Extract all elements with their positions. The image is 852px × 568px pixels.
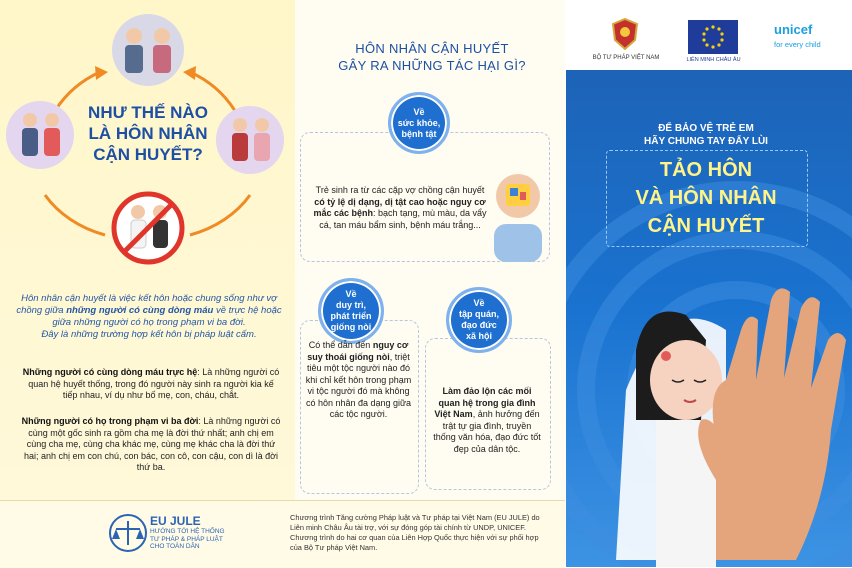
cover-title: TẢO HÔN VÀ HÔN NHÂN CẬN HUYẾT [635, 159, 777, 237]
footer-text: Chương trình Tăng cường Pháp luật và Tư pháp tại Việt Nam (EU JULE) do Liên minh Châu Âu tài trợ, với sự đóng góp tài chính từ UNDP, UNICEF. Chương trình do hai cơ quan của Liên Hợp Quốc thực hiện với sự phối hợp của Bộ Tư pháp Việt Nam. [290, 513, 540, 552]
eu-label: LIÊN MINH CHÂU ÂU [686, 57, 741, 63]
harm-health-text: Trẻ sinh ra từ các cặp vợ chồng cận huyết có tỷ lệ dị dạng, dị tật cao hoặc nguy cơ mắc các bệnh: bạch tạng, mù màu, da vẩy cá, tan máu bẩm sinh, bệnh máu trắng... [313, 185, 487, 230]
intro-title: NHƯ THẾ NÀO LÀ HÔN NHÂN CẬN HUYẾT? [88, 103, 208, 164]
harm-health-bubble: Về sức khỏe, bệnh tật [388, 92, 450, 154]
footer [0, 500, 565, 568]
child-illustration [488, 166, 550, 262]
eu-jule-title: EU JULE [150, 514, 201, 528]
unicef-tagline: for every child [774, 40, 821, 49]
harm-custom-bubble: Về tập quán, đạo đức xã hội [446, 287, 512, 353]
harm-race-text: Có thể dẫn đến nguy cơ suy thoái giống nòi, triệt tiêu một tộc người nào đó khi chỉ kết hôn trong phạm vi tộc người đó mà không có hôn nhân đa dạng giữa các tộc người. [305, 340, 412, 419]
intro-definition: Hôn nhân cận huyết là việc kết hôn hoặc chung sống như vợ chồng giữa những người có cùng dòng máu về trực hệ hoặc giữa những người có họ trong phạm vi ba đời. Đây là những trường hợp kết hôn bị pháp luật cấm. [16, 293, 282, 340]
definition-direct-line: Những người có cùng dòng máu trực hệ: Là những người có quan hệ huyết thống, trong đó người này sinh ra người kia kế tiếp nhau, ví dụ như bố mẹ, con, cháu, chắt. [22, 367, 280, 400]
eu-jule-logo-icon [108, 513, 148, 553]
moj-emblem-icon [612, 18, 638, 50]
harms-question: HÔN NHÂN CẬN HUYẾT GÂY RA NHỮNG TÁC HẠI GÌ? [338, 41, 526, 73]
unicef-logo: unicef [774, 22, 813, 37]
eu-jule-subtitle: HƯỚNG TỚI HỆ THỐNG TƯ PHÁP & PHÁP LUẬT CHO TOÀN DÂN [150, 528, 225, 550]
moj-label: BỘ TƯ PHÁP VIỆT NAM [592, 55, 660, 61]
panel-cover [566, 0, 852, 567]
bride-stop-hand-illustration [606, 270, 852, 567]
harm-race-bubble: Về duy trì, phát triển giống nòi [318, 278, 384, 344]
definition-three-generations: Những người có họ trong phạm vi ba đời: Là những người có cùng một gốc sinh ra gồm cha mẹ là đời thứ nhất; anh chị em cùng cha mẹ, cùng cha khác mẹ, cùng mẹ khác cha là đời thứ hai; anh chị em con chú, con bác, con cô, con cậu, con dì là đời thứ ba. [21, 416, 281, 472]
cover-slogan: ĐỂ BẢO VỆ TRẺ EM HÃY CHUNG TAY ĐẨY LÙI [644, 123, 768, 147]
harm-custom-text: Làm đảo lộn các mối quan hệ trong gia đình Việt Nam, ảnh hưởng đến trật tự gia đình, truyền thống văn hóa, đạo đức tốt đẹp của dân tộc. [433, 386, 541, 454]
panel-intro [0, 0, 295, 567]
eu-flag-icon [688, 20, 738, 54]
